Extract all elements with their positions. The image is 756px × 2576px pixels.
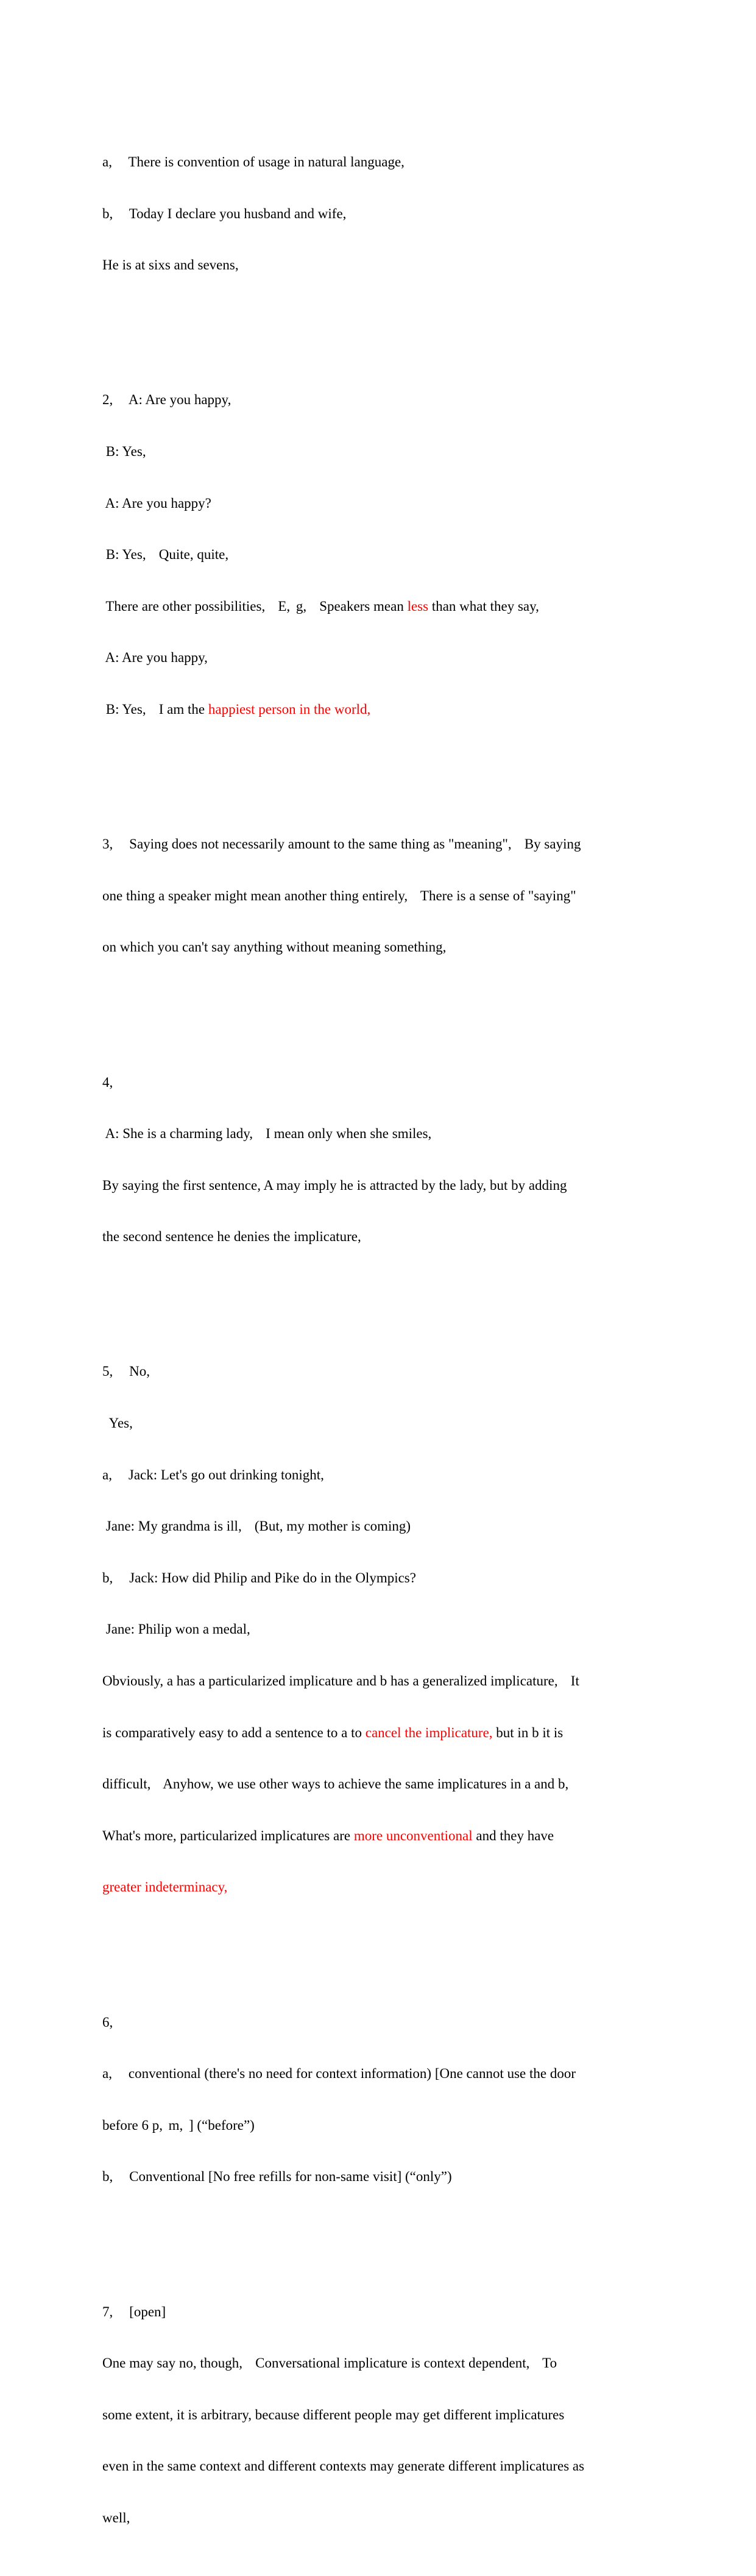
text-line [102,886,705,906]
text-line [102,2508,705,2528]
ideographic-comma: , [129,1415,133,1431]
ideographic-comma: , [554,1673,558,1689]
ideographic-comma: , [507,836,512,852]
highlighted-text: happiest person in the world, [208,702,376,717]
line-text: What's more, particularized implicatures are [102,1827,354,1843]
blank-line [102,1279,705,1299]
line-text: a, conventional (there's no need for context information) [One cannot use the door [102,2066,576,2082]
text-line [102,2457,705,2477]
ideographic-comma: , [142,443,146,459]
line-text: By saying the first sentence, A may imply he is attracted by the lady, but by adding [102,1177,567,1193]
line-text: difficult, Anyhow, we use other ways to achieve the same implicatures in a and b, [102,1776,574,1791]
line-text: and they have [472,1827,554,1843]
text-line [102,1568,705,1589]
line-text: He is at sixs and sevens, [102,257,244,272]
line-text: even in the same context and different contexts may generate different implicatures as [102,2458,585,2474]
line-text: 3, Saying does not necessarily amount to the same thing as "meaning", By saying [102,836,581,852]
text-line [102,1465,705,1485]
line-text: Yes, [102,1415,139,1431]
highlighted-text: less [407,598,429,614]
ideographic-comma: , [303,598,307,614]
line-text: 2, A: Are you happy, [102,392,237,407]
ideographic-comma: , [109,392,113,408]
line-text: before 6 p, m, ] (“before”) [102,2117,255,2133]
line-text: a, There is convention of usage in natural language, [102,154,411,169]
ideographic-comma: , [142,701,146,717]
line-text: There are other possibilities, E, g, Speakers mean [102,598,408,614]
line-text: is comparatively easy to add a sentence to a to [102,1724,366,1740]
ideographic-comma: , [249,1126,253,1142]
text-line [102,834,705,855]
text-line [102,1073,705,1093]
ideographic-comma: , [238,1518,242,1534]
text-line [102,2354,705,2374]
text-line [102,1176,705,1196]
text-line [102,1671,705,1692]
text-line [102,1517,705,1537]
line-text: a, Jack: Let's go out drinking tonight, [102,1467,330,1482]
text-line [102,1877,705,1898]
line-text: the second sentence he denies the implicature, [102,1229,367,1244]
text-line [102,597,705,617]
text-line [102,152,705,173]
text-line [102,255,705,276]
line-text: Jane: My grandma is ill, (But, my mother is coming) [102,1518,411,1534]
text-line [102,545,705,565]
ideographic-comma: , [235,257,239,273]
blank-line [102,752,705,772]
line-text: but in b it is [492,1724,563,1740]
highlighted-text: greater indeterminacy, [102,1879,233,1895]
line-text: than what they say, [428,599,545,614]
ideographic-comma: , [261,598,266,614]
ideographic-comma: , [108,2066,112,2082]
text-line [102,442,705,462]
highlighted-text: more unconventional [353,1827,473,1843]
ideographic-comma: , [204,650,208,666]
line-text: some extent, it is arbitrary, because different people may get different implicatures [102,2407,565,2422]
line-text: A: Are you happy, [102,650,214,665]
line-text: 5, No, [102,1364,156,1379]
line-text: B: Yes, I am the [102,701,208,717]
line-text: b, Conventional [No free refills for non-same visit] (“only”) [102,2169,452,2185]
ideographic-comma: , [142,547,146,563]
line-text: 4, [102,1075,119,1090]
text-line [102,2167,705,2187]
ideographic-comma: , [286,598,291,614]
line-text: one thing a speaker might mean another thing entirely, There is a sense of "saying" [102,888,576,903]
text-line [102,938,705,958]
line-text: B: Yes, [102,444,152,459]
text-line [102,648,705,668]
text-line [102,494,705,514]
highlighted-text: cancel the implicature, [365,1724,493,1740]
text-line [102,2116,705,2136]
line-text: One may say no, though, Conversational implicature is context dependent, To [102,2355,557,2371]
text-line [102,2405,705,2425]
document-body [102,89,705,2576]
text-line [102,1227,705,1247]
ideographic-comma: , [401,154,404,169]
ideographic-comma: , [109,2169,113,2185]
blank-line [102,307,705,327]
ideographic-comma: , [225,547,229,563]
text-line [102,1723,705,1743]
ideographic-comma: , [428,1126,432,1142]
text-line [102,1124,705,1144]
line-text: Jane: Philip won a medal, [102,1621,256,1637]
ideographic-comma: , [147,1776,151,1792]
ideographic-comma: , [526,2355,530,2371]
blank-line [102,989,705,1009]
line-text: well, [102,2510,136,2525]
text-line [102,1414,705,1434]
line-text: B: Yes, Quite, quite, [102,547,235,562]
line-text: Obviously, a has a particularized implicature and b has a generalized implicature, It [102,1673,579,1689]
text-line [102,2064,705,2084]
ideographic-comma: , [342,205,347,221]
line-text: A: Are you happy? [102,495,211,511]
text-line [102,1826,705,1846]
ideographic-comma: , [159,2117,163,2133]
ideographic-comma: , [109,1364,113,1379]
text-line [102,1774,705,1795]
ideographic-comma: , [404,888,408,903]
blank-line [102,2219,705,2239]
blank-line [102,1929,705,1949]
ideographic-comma: , [565,1776,569,1792]
line-text: A: She is a charming lady, I mean only when she smiles, [102,1126,437,1141]
ideographic-comma: , [108,154,112,169]
ideographic-comma: , [109,2014,113,2030]
text-line [102,1620,705,1640]
ideographic-comma: , [367,701,371,717]
text-line [102,2013,705,2033]
text-line [102,204,705,224]
text-line [102,2302,705,2322]
text-line [102,1362,705,1382]
ideographic-comma: , [239,2355,242,2371]
ideographic-comma: , [109,205,113,221]
line-text: b, Today I declare you husband and wife, [102,206,352,221]
text-line [102,390,705,410]
ideographic-comma: , [109,1074,113,1090]
ideographic-comma: , [442,939,447,955]
ideographic-comma: , [535,598,539,614]
ideographic-comma: , [109,2304,113,2319]
ideographic-comma: , [109,1570,113,1585]
line-text: b, Jack: How did Philip and Pike do in the Olympics? [102,1570,416,1585]
ideographic-comma: , [224,1879,228,1895]
ideographic-comma: , [109,836,113,852]
ideographic-comma: , [108,1467,112,1482]
text-line [102,700,705,720]
line-text: on which you can't say anything without meaning something, [102,939,452,955]
line-text: 6, [102,2015,119,2030]
ideographic-comma: , [126,2510,130,2525]
ideographic-comma: , [320,1467,324,1482]
ideographic-comma: , [179,2117,183,2133]
ideographic-comma: , [247,1621,250,1637]
ideographic-comma: , [146,1364,150,1379]
line-text: 7, [open] [102,2304,166,2319]
ideographic-comma: , [357,1229,361,1245]
ideographic-comma: , [227,392,231,408]
